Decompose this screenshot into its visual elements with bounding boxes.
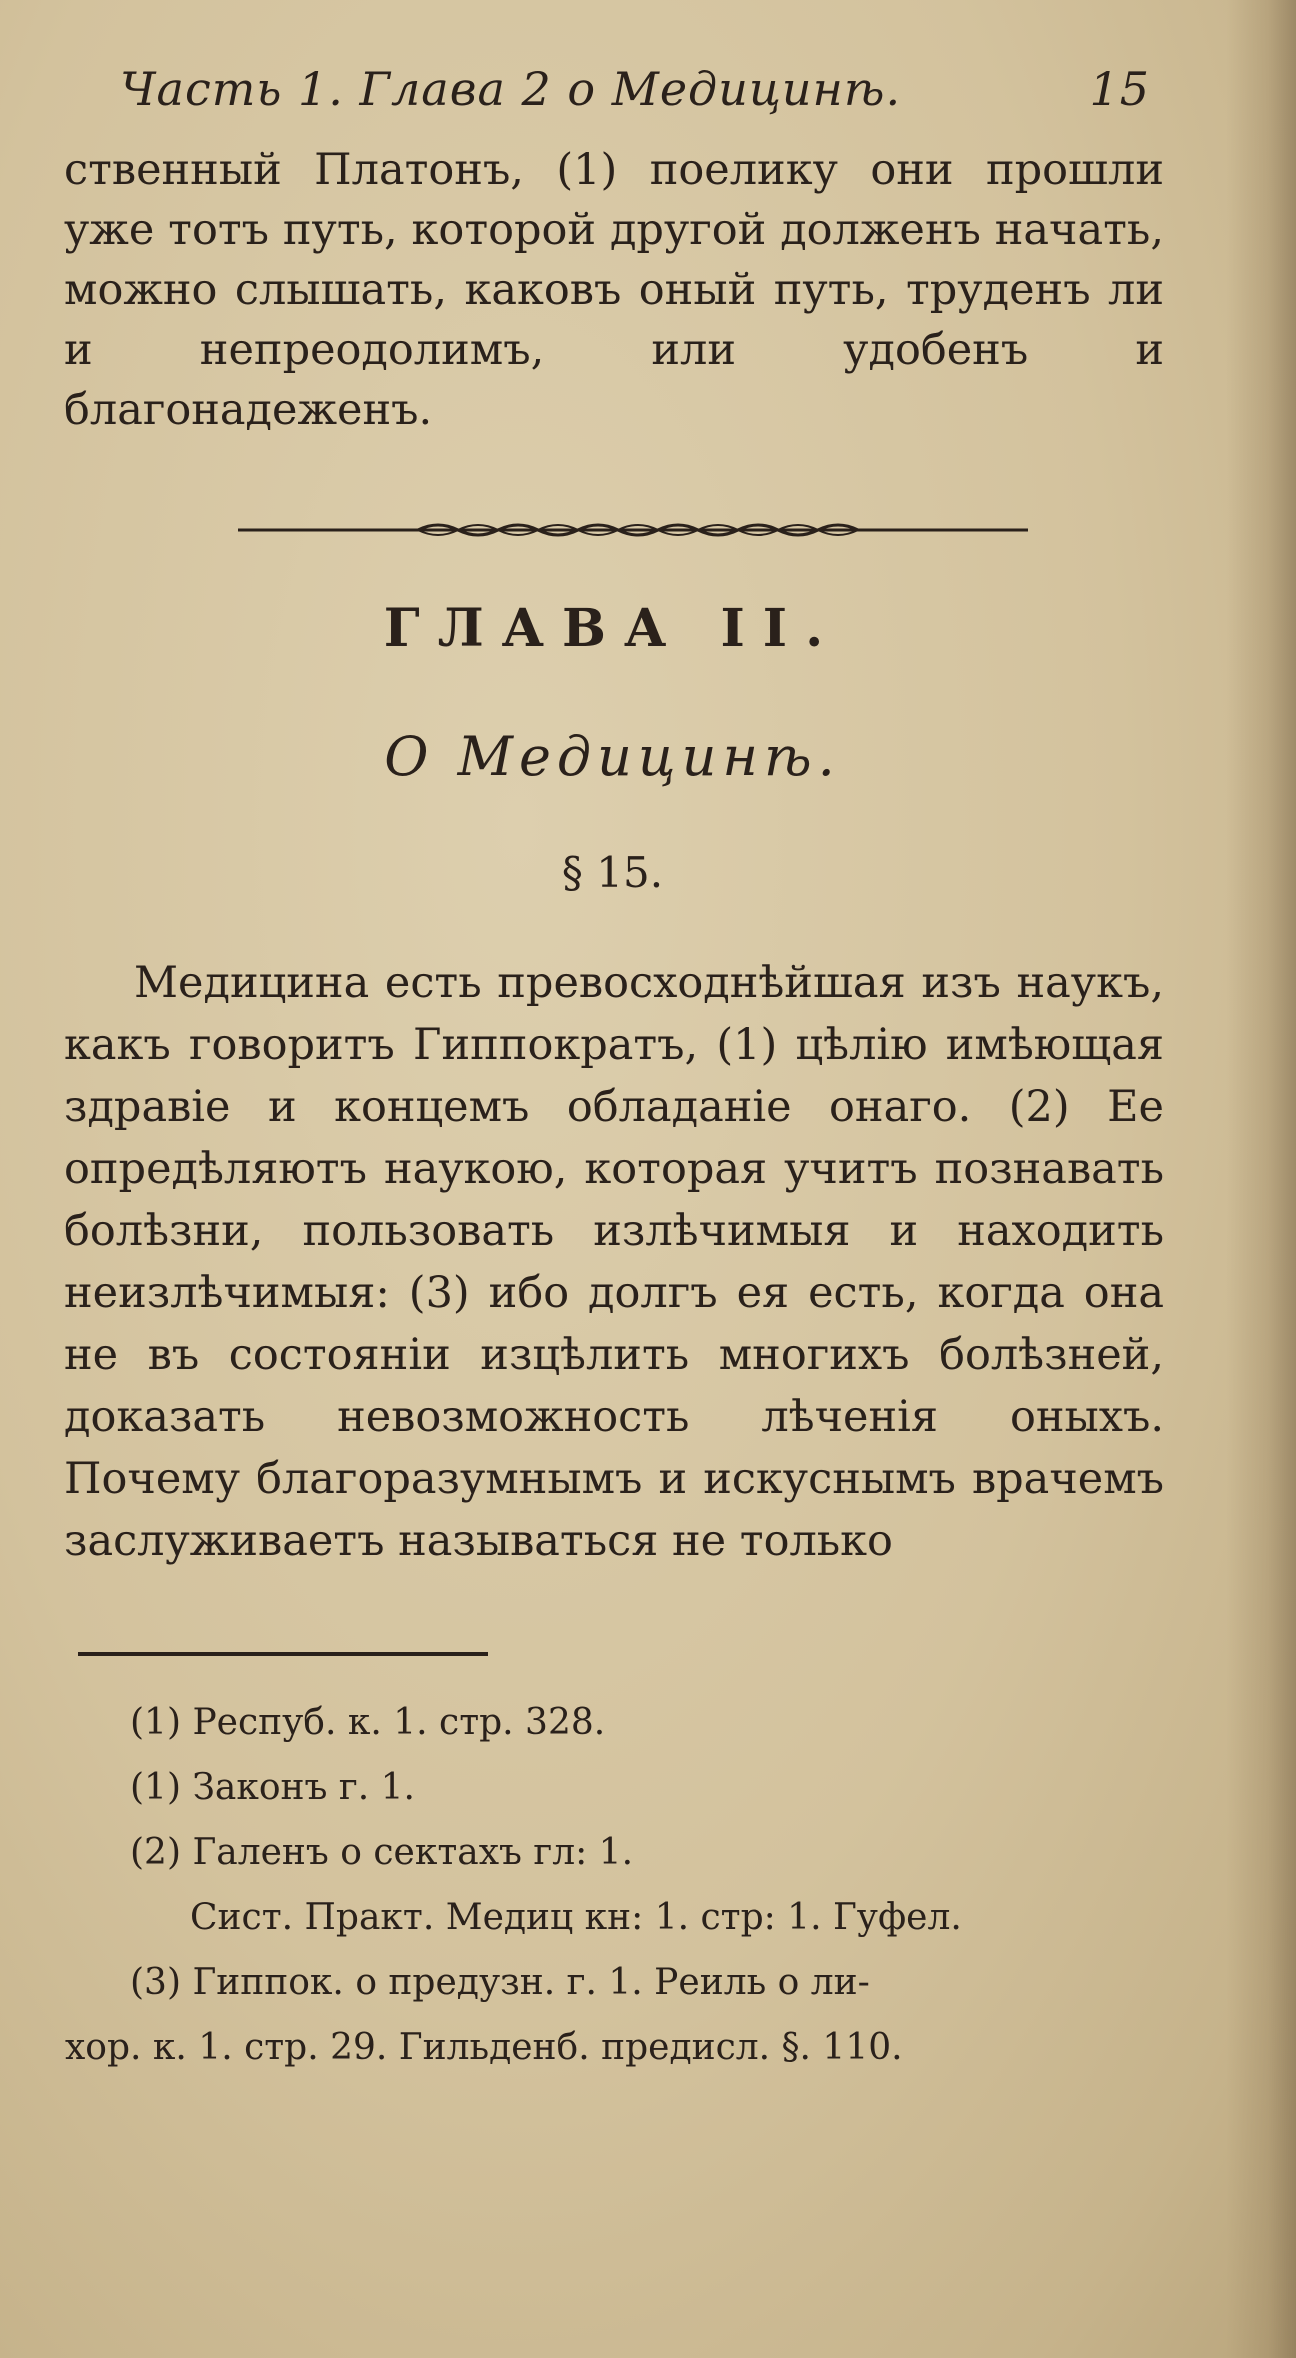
page-edge-shadow	[1226, 0, 1296, 2358]
page-number: 15	[1089, 62, 1150, 116]
main-text: Медицина есть превосходнѣйшая изъ наукъ, какъ говоритъ Гиппократъ, (1) цѣлію имѣющая здравіе и концемъ обладаніе онаго. (2) Ее опредѣляютъ наукою, которая учитъ познавать болѣзни, пользовать излѣчимыя и находить неизлѣчимыя: (3) ибо долгъ ея есть, когда она не въ состояніи изцѣлить многихъ болѣзней, доказать невозможность лѣченія оныхъ. Почему благоразумнымъ и искуснымъ врачемъ заслуживаетъ называться не только	[64, 958, 1164, 1566]
continuation-text: ственный Платонъ, (1) поелику они прошли уже тотъ путь, которой другой долженъ начать, можно слышать, каковъ оный путь, труденъ ли и непреодолимъ, или удобенъ и благонадеженъ.	[64, 145, 1164, 435]
continuation-paragraph	[64, 140, 1164, 440]
footnote-line: (1) Респуб. к. 1. стр. 328.	[130, 1702, 606, 1743]
footnote-line: Сист. Практ. Медиц кн: 1. стр: 1. Гуфел.	[190, 1897, 962, 1938]
chapter-subtitle: О Медицинѣ.	[384, 725, 841, 788]
footnote-line: (2) Галенъ о сектахъ гл: 1.	[130, 1832, 634, 1873]
footnotes	[65, 1690, 1170, 2080]
ornamental-divider	[238, 515, 1028, 545]
footnote-line: хор. к. 1. стр. 29. Гильденб. предисл. §. 110.	[65, 2027, 903, 2068]
main-paragraph	[64, 952, 1164, 1572]
running-head-title: Часть 1. Глава 2 о Медицинѣ.	[120, 62, 902, 116]
chapter-title: ГЛАВА II.	[383, 598, 842, 659]
footnote-line: (1) Законъ г. 1.	[130, 1767, 415, 1808]
running-head	[120, 62, 1150, 116]
section-number: § 15.	[561, 848, 664, 897]
footnote-divider	[78, 1652, 488, 1656]
footnote-line: (3) Гиппок. о предузн. г. 1. Реиль о ли-	[130, 1962, 870, 2003]
